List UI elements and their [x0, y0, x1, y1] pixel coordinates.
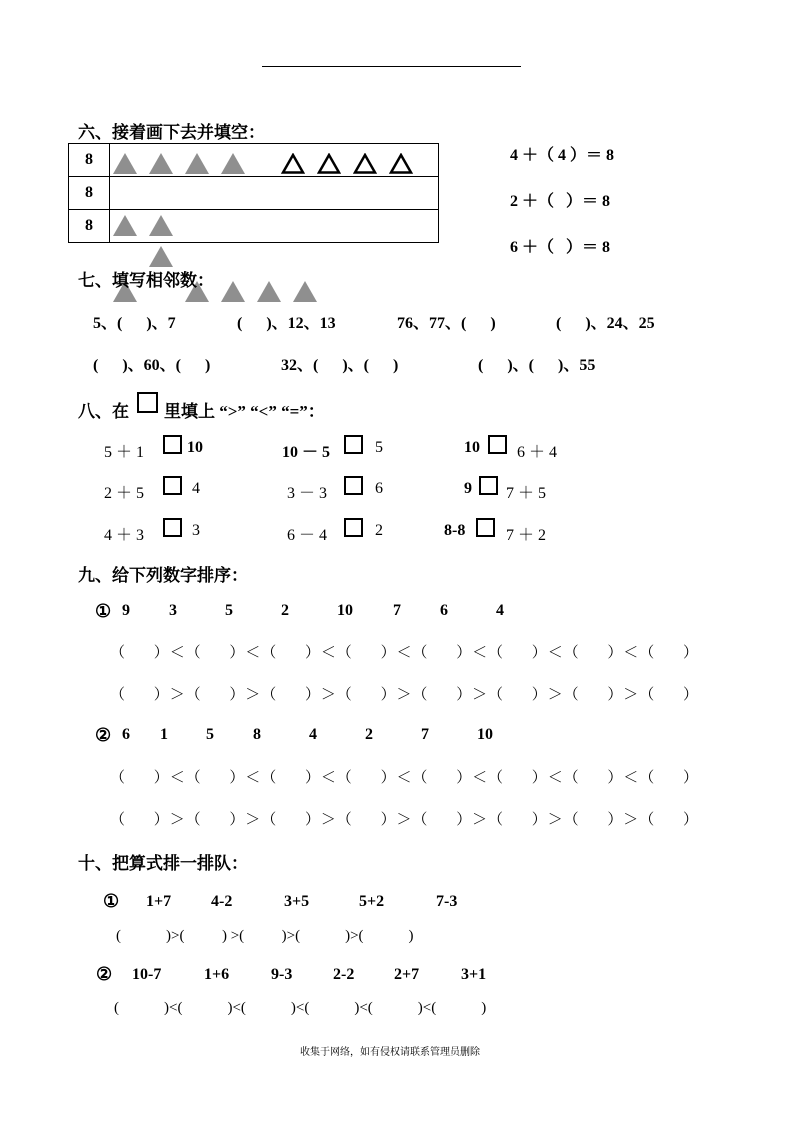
compare-right: 6: [375, 480, 383, 497]
neighbor-item: 32、( )、( ): [281, 357, 399, 374]
neighbor-item: 5、( )、7: [93, 315, 176, 332]
neighbor-item: ( )、12、13: [237, 315, 336, 332]
number: 6: [122, 726, 130, 743]
compare-right: 4: [192, 480, 200, 497]
filled-triangle: [293, 281, 317, 302]
outline-triangle: [389, 153, 413, 174]
answer-box[interactable]: [344, 435, 363, 454]
section-8-title-a: 八、在: [78, 402, 129, 421]
filled-triangle: [149, 153, 173, 174]
number: 5: [225, 602, 233, 619]
compare-left: 5 ＋ 1: [104, 444, 145, 461]
equation: 4 ＋（ 4 ）＝ 8: [510, 147, 615, 164]
equation: 2 ＋（ ）＝ 8: [510, 193, 611, 210]
compare-left: 8-8: [444, 522, 466, 539]
ordering-slots: ( )<( )<( )<( )<( )<( ): [114, 1000, 487, 1016]
outline-triangle: [353, 153, 377, 174]
group-marker: ②: [96, 964, 113, 984]
row-number: 8: [69, 177, 110, 210]
neighbor-item: 76、77、( ): [397, 315, 496, 332]
neighbor-item: ( )、( )、55: [478, 357, 596, 374]
expression: 7-3: [436, 893, 458, 910]
filled-triangle: [149, 215, 173, 236]
number: 2: [281, 602, 289, 619]
compare-right: 6 ＋ 4: [517, 444, 558, 461]
expression: 4-2: [211, 893, 233, 910]
answer-box[interactable]: [344, 476, 363, 495]
compare-left: 9: [464, 480, 472, 497]
filled-triangle: [221, 281, 245, 302]
ascending-slots: （ ）＜（ ）＜（ ）＜（ ）＜（ ）＜（ ）＜（ ）＜（ ）: [110, 645, 699, 661]
answer-box[interactable]: [476, 518, 495, 537]
neighbor-item: ( )、60、( ): [93, 357, 211, 374]
compare-right: 3: [192, 522, 200, 539]
filled-triangle: [149, 246, 173, 267]
compare-left: 4 ＋ 3: [104, 527, 145, 544]
expression: 2+7: [394, 966, 420, 983]
ascending-slots: （ ）＜（ ）＜（ ）＜（ ）＜（ ）＜（ ）＜（ ）＜（ ）: [110, 770, 699, 786]
compare-left: 10 － 5: [282, 444, 331, 461]
ordering-slots: ( )>( ) >( )>( )>( ): [116, 928, 414, 944]
expression: 9-3: [271, 966, 293, 983]
compare-right: 5: [375, 439, 383, 456]
number: 10: [477, 726, 493, 743]
group-marker: ①: [103, 891, 120, 911]
neighbor-item: ( )、24、25: [556, 315, 655, 332]
number: 3: [169, 602, 177, 619]
expression: 2-2: [333, 966, 355, 983]
compare-right: 10: [187, 439, 203, 456]
filled-triangle: [185, 153, 209, 174]
number: 5: [206, 726, 214, 743]
answer-box[interactable]: [488, 435, 507, 454]
answer-box[interactable]: [137, 392, 158, 413]
number: 8: [253, 726, 261, 743]
number: 4: [309, 726, 317, 743]
row-number: 8: [69, 210, 110, 243]
answer-box[interactable]: [479, 476, 498, 495]
compare-left: 10: [464, 439, 480, 456]
answer-box[interactable]: [163, 435, 182, 454]
section-7-title: 七、填写相邻数：: [78, 271, 214, 290]
number: 4: [496, 602, 504, 619]
filled-triangle: [257, 281, 281, 302]
expression: 3+1: [461, 966, 487, 983]
section-8-title-b: 里填上 “>” “<” “=”：: [164, 402, 325, 421]
answer-box[interactable]: [163, 518, 182, 537]
compare-right: 2: [375, 522, 383, 539]
section-10-title: 十、把算式排一排队：: [78, 854, 248, 873]
descending-slots: （ ）＞（ ）＞（ ）＞（ ）＞（ ）＞（ ）＞（ ）＞（ ）: [110, 687, 699, 703]
group-marker: ①: [95, 601, 112, 621]
number: 1: [160, 726, 168, 743]
compare-left: 2 ＋ 5: [104, 485, 145, 502]
group-marker: ②: [95, 725, 112, 745]
number: 7: [393, 602, 401, 619]
number: 9: [122, 602, 130, 619]
section-9-title: 九、给下列数字排序：: [78, 566, 248, 585]
number: 6: [440, 602, 448, 619]
expression: 3+5: [284, 893, 310, 910]
expression: 5+2: [359, 893, 385, 910]
descending-slots: （ ）＞（ ）＞（ ）＞（ ）＞（ ）＞（ ）＞（ ）＞（ ）: [110, 812, 699, 828]
number: 7: [421, 726, 429, 743]
number: 2: [365, 726, 373, 743]
compare-left: 6 － 4: [287, 527, 328, 544]
answer-box[interactable]: [344, 518, 363, 537]
compare-left: 3 － 3: [287, 485, 328, 502]
compare-right: 7 ＋ 5: [506, 485, 547, 502]
filled-triangle: [113, 153, 137, 174]
footer-note: 收集于网络，如有侵权请联系管理员删除: [300, 1047, 480, 1058]
outline-triangle: [281, 153, 305, 174]
expression: 1+7: [146, 893, 172, 910]
section-6-title: 六、接着画下去并填空：: [78, 123, 265, 142]
header-rule: [262, 66, 521, 67]
compare-right: 7 ＋ 2: [506, 527, 547, 544]
row-number: 8: [69, 144, 110, 177]
expression: 10-7: [132, 966, 162, 983]
filled-triangle: [113, 215, 137, 236]
number: 10: [337, 602, 353, 619]
filled-triangle: [221, 153, 245, 174]
outline-triangle: [317, 153, 341, 174]
expression: 1+6: [204, 966, 230, 983]
answer-box[interactable]: [163, 476, 182, 495]
equation: 6 ＋（ ）＝ 8: [510, 239, 611, 256]
